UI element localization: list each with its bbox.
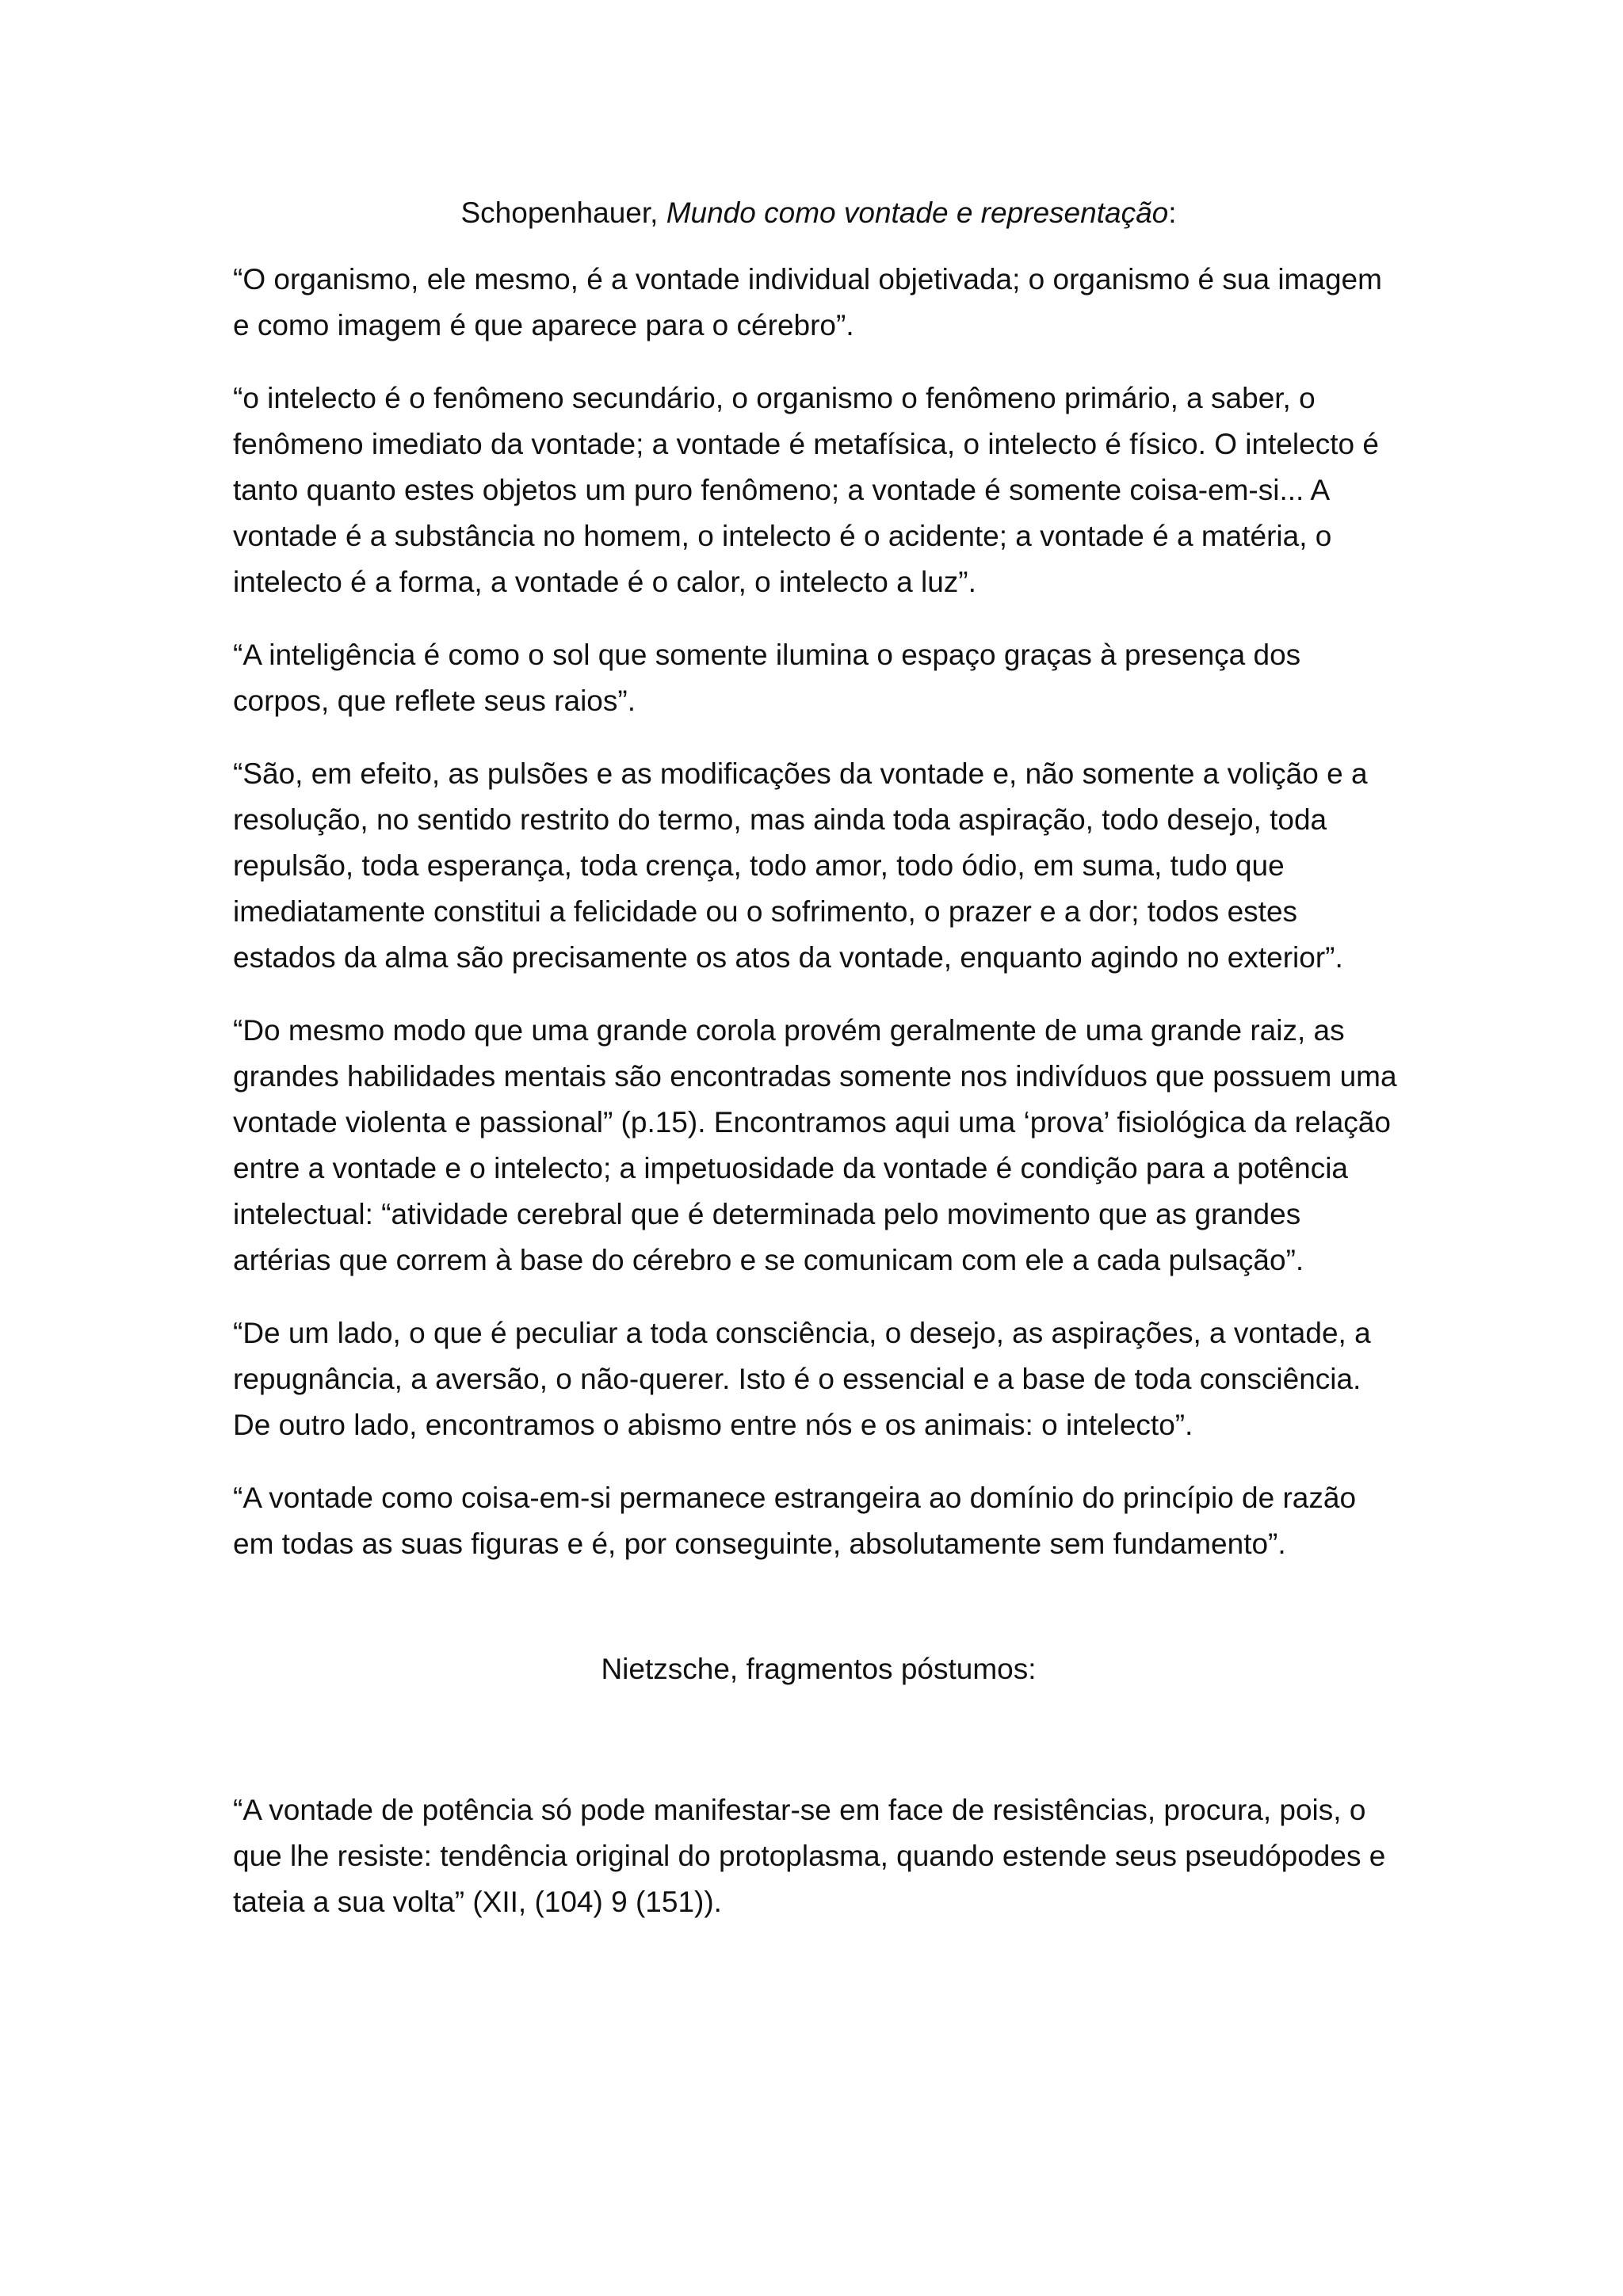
- document-body: [233, 190, 1404, 1952]
- quote-paragraph: “Do mesmo modo que uma grande corola provém geralmente de uma grande raiz, as grandes habilidades mentais são encontradas somente nos indivíduos que possuem uma vontade violenta e passional” (p.15). Encontramos aqui uma ‘prova’ fisiológica da relação entre a vontade e o intelecto; a impetuosidade da vontade é condição para a potência intelectual: “atividade cerebral que é determinada pelo movimento que as grandes artérias que correm à base do cérebro e se comunicam com ele a cada pulsação”.: [233, 1014, 1397, 1276]
- quote-paragraph: “A vontade como coisa-em-si permanece estrangeira ao domínio do princípio de razão em todas as suas figuras e é, por conseguinte, absolutamente sem fundamento”.: [233, 1482, 1357, 1560]
- quote-paragraph: “São, em efeito, as pulsões e as modificações da vontade e, não somente a volição e a resolução, no sentido restrito do termo, mas ainda toda aspiração, todo desejo, toda repulsão, toda esperança, toda crença, todo amor, todo ódio, em suma, tudo que imediatamente constitui a felicidade ou o sofrimento, o prazer e a dor; todos estes estados da alma são precisamente os atos da vontade, enquanto agindo no exterior”.: [233, 757, 1368, 974]
- section-heading-schopenhauer: [233, 190, 1404, 236]
- heading-author: Schopenhauer,: [460, 196, 659, 229]
- section-heading-nietzsche: Nietzsche, fragmentos póstumos:: [601, 1653, 1037, 1685]
- quote-paragraph: “De um lado, o que é peculiar a toda consciência, o desejo, as aspirações, a vontade, a repugnância, a aversão, o não-querer. Isto é o essencial e a base de toda consciência. De outro lado, encontramos o abismo entre nós e os animais: o intelecto”.: [233, 1317, 1371, 1441]
- quote-paragraph: “O organismo, ele mesmo, é a vontade individual objetivada; o organismo é sua imagem e como imagem é que aparece para o cérebro”.: [233, 263, 1382, 341]
- quote-paragraph: “A vontade de potência só pode manifestar-se em face de resistências, procura, pois, o que lhe resiste: tendência original do protoplasma, quando estende seus pseudópodes e tateia a sua volta” (XII, (104) 9 (151)).: [233, 1794, 1386, 1918]
- section-spacer: [233, 1594, 1404, 1646]
- quote-paragraph: “A inteligência é como o sol que somente ilumina o espaço graças à presença dos corpos, que reflete seus raios”.: [233, 639, 1301, 717]
- heading-work-title: Mundo como vontade e representação: [666, 196, 1169, 229]
- quote-paragraph: “o intelecto é o fenômeno secundário, o organismo o fenômeno primário, a saber, o fenômeno imediato da vontade; a vontade é metafísica, o intelecto é físico. O intelecto é tanto quanto estes objetos um puro fenômeno; a vontade é somente coisa-em-si... A vontade é a substância no homem, o intelecto é o acidente; a vontade é a matéria, o intelecto é a forma, a vontade é o calor, o intelecto a luz”.: [233, 382, 1379, 598]
- heading-suffix: :: [1168, 196, 1177, 229]
